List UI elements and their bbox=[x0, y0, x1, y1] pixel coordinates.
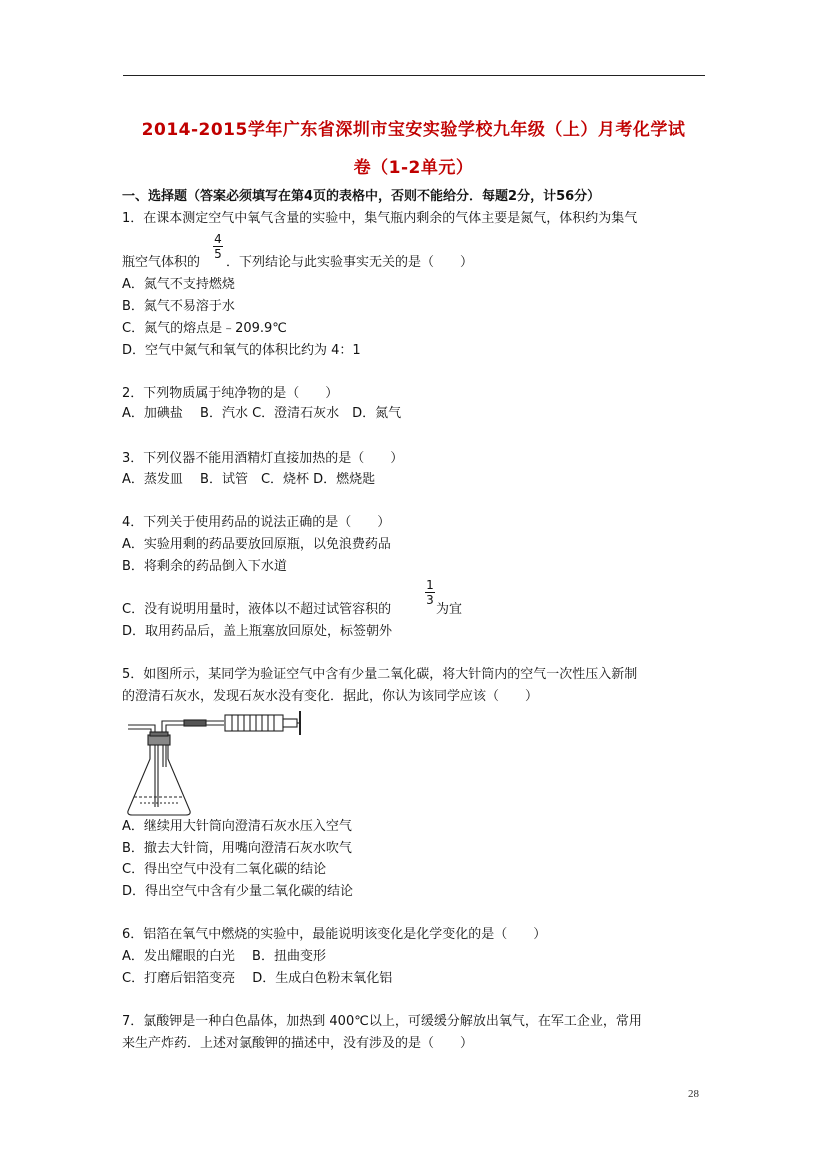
flask-syringe-apparatus-diagram bbox=[122, 707, 312, 819]
q7-stem-line1: 7．氯酸钾是一种白色晶体，加热到 400℃以上，可缓缓分解放出氧气，在军工企业，常用 bbox=[122, 1014, 642, 1029]
q1-fraction-numerator: 4 bbox=[214, 232, 222, 246]
q1-option-c: C．氮气的熔点是﹣209.9℃ bbox=[122, 321, 287, 336]
q5-option-a: A．继续用大针筒向澄清石灰水压入空气 bbox=[122, 819, 352, 834]
q1-fraction bbox=[213, 233, 223, 260]
section-heading: 一、选择题（答案必须填写在第4页的表格中，否则不能给分．每题2分，计56分） bbox=[122, 189, 601, 204]
q6-options-line2: C．打磨后铝箔变亮 D．生成白色粉末氧化铝 bbox=[122, 971, 393, 986]
q6-stem: 6．铝箔在氧气中燃烧的实验中，最能说明该变化是化学变化的是（ ） bbox=[122, 927, 547, 942]
page-title: 2014-2015学年广东省深圳市宝安实验学校九年级（上）月考化学试 bbox=[141, 120, 686, 140]
q4-option-d: D．取用药品后，盖上瓶塞放回原处，标签朝外 bbox=[122, 624, 393, 639]
header-rule bbox=[123, 75, 705, 76]
q4-fraction-numerator: 1 bbox=[426, 578, 434, 592]
q1-stem-line2a: 瓶空气体积的 bbox=[122, 255, 201, 270]
q4-option-a: A．实验用剩的药品要放回原瓶，以免浪费药品 bbox=[122, 537, 391, 552]
q5-option-b: B．撤去大针筒，用嘴向澄清石灰水吹气 bbox=[122, 841, 352, 856]
q2-options: A．加碘盐 B．汽水 C．澄清石灰水 D．氮气 bbox=[122, 406, 402, 421]
q5-stem-line1: 5．如图所示，某同学为验证空气中含有少量二氧化碳，将大针筒内的空气一次性压入新制 bbox=[122, 667, 638, 682]
q6-options-line1: A．发出耀眼的白光 B．扭曲变形 bbox=[122, 949, 326, 964]
page-title-continued: 卷（1-2单元） bbox=[353, 158, 474, 178]
q1-option-d: D．空气中氮气和氧气的体积比约为 4：1 bbox=[122, 343, 361, 358]
q5-stem-line2: 的澄清石灰水，发现石灰水没有变化．据此，你认为该同学应该（ ） bbox=[122, 689, 539, 704]
q1-option-a: A．氮气不支持燃烧 bbox=[122, 277, 235, 292]
q5-option-d: D．得出空气中含有少量二氧化碳的结论 bbox=[122, 884, 354, 899]
q4-option-b: B．将剩余的药品倒入下水道 bbox=[122, 559, 287, 574]
q4-fraction-denominator: 3 bbox=[426, 593, 434, 607]
q4-option-c-end: 为宜 bbox=[436, 602, 463, 617]
q1-option-b: B．氮气不易溶于水 bbox=[122, 299, 235, 314]
page-number: 28 bbox=[688, 1088, 699, 1100]
q3-options: A．蒸发皿 B．试管 C．烧杯 D．燃烧匙 bbox=[122, 472, 376, 487]
q5-option-c: C．得出空气中没有二氧化碳的结论 bbox=[122, 862, 327, 877]
q7-stem-line2: 来生产炸药．上述对氯酸钾的描述中，没有涉及的是（ ） bbox=[122, 1036, 474, 1051]
q1-fraction-denominator: 5 bbox=[214, 247, 222, 261]
q1-stem-line1: 1．在课本测定空气中氧气含量的实验中，集气瓶内剩余的气体主要是氮气，体积约为集气 bbox=[122, 211, 638, 226]
q1-stem-line2b: ．下列结论与此实验事实无关的是（ ） bbox=[226, 255, 474, 270]
q4-fraction bbox=[425, 579, 435, 606]
q2-stem: 2．下列物质属于纯净物的是（ ） bbox=[122, 386, 339, 401]
q4-stem: 4．下列关于使用药品的说法正确的是（ ） bbox=[122, 515, 391, 530]
q4-option-c: C．没有说明用量时，液体以不超过试管容积的 bbox=[122, 602, 392, 617]
q3-stem: 3．下列仪器不能用酒精灯直接加热的是（ ） bbox=[122, 451, 404, 466]
